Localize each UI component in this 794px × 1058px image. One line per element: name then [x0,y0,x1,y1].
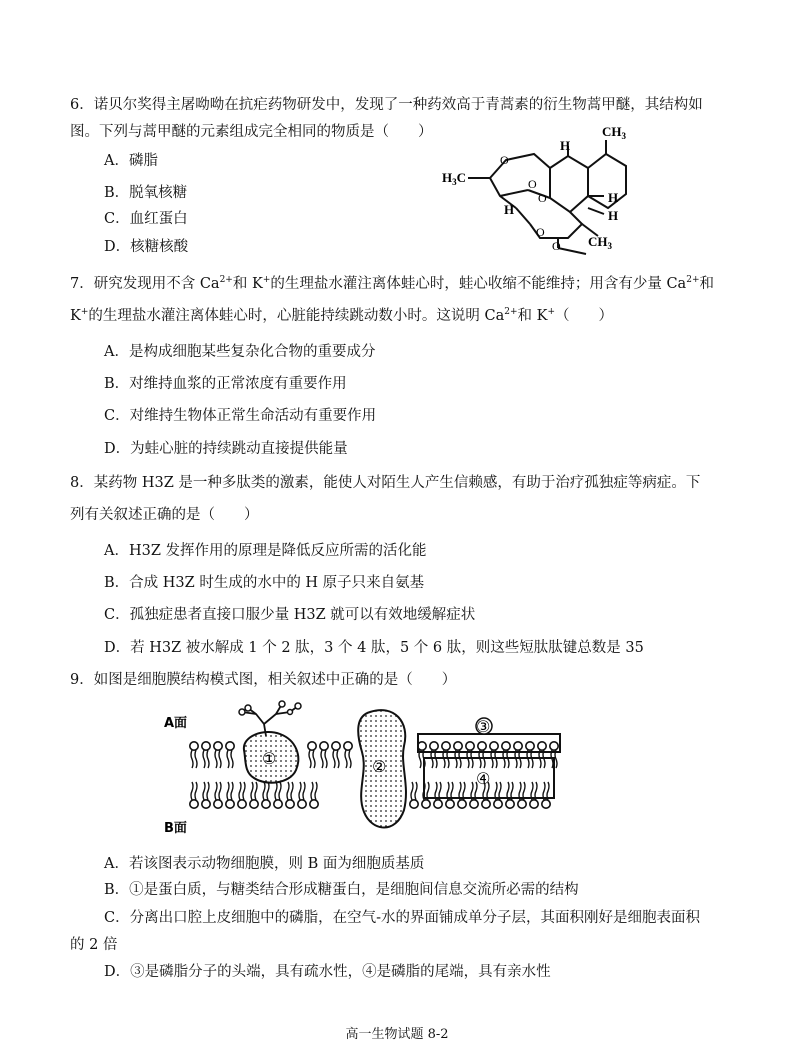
label-2: ② [372,757,387,776]
o-label-5: O [552,239,561,253]
q8-option-d: D．若 H3Z 被水解成 1 个 2 肽，3 个 4 肽，5 个 6 肽，则这些短肽肽键总数是 35 [104,640,644,656]
o-label-3: O [538,191,547,205]
q7-option-a: A．是构成细胞某些复杂化合物的重要成分 [104,344,376,360]
label-1: ① [262,749,277,768]
face-b-label: B面 [164,821,187,836]
h-label-left: H [504,202,515,217]
q7-stem-line2: K+的生理盐水灌注离体蛙心时，心脏能持续跳动数小时。这说明 $Ca^{2+}$和 K+（ ） [70,307,614,324]
q6-option-a: A．磷脂 [104,153,158,169]
q9-stem-line1: 9．如图是细胞膜结构模式图，相关叙述中正确的是（ ） [70,672,457,688]
page-footer: 高一生物试题 8-2 [345,1027,449,1042]
q7-option-b: B．对维持血浆的正常浓度有重要作用 [104,376,347,392]
o-label-1: O [500,153,509,167]
h-label-right1: H [608,190,619,205]
artemether-structure-diagram [438,120,648,260]
o-label-2: O [528,177,537,191]
ch3-bottom-label: $CH_3$ [588,234,612,251]
q9-option-d: D．③是磷脂分子的头端，具有疏水性，④是磷脂的尾端，具有亲水性 [104,964,551,980]
q7-stem-line1: 7．研究发现用不含 $Ca^{2+}$和 K+的生理盐水灌注离体蛙心时，蛙心收缩不能维持；用含有少量 $Ca^{2+}$和 [70,275,714,292]
q6-option-d: D．核糖核酸 [104,239,189,255]
q6-option-b: B．脱氧核糖 [104,185,188,201]
q9-option-c: C．分离出口腔上皮细胞中的磷脂，在空气-水的界面铺成单分子层，其面积刚好是细胞表面积 [104,910,700,926]
q8-option-c: C．孤独症患者直接口服少量 H3Z 就可以有效地缓解症状 [104,607,476,623]
cell-membrane-diagram [164,694,562,836]
q8-option-b: B．合成 H3Z 时生成的水中的 H 原子只来自氨基 [104,575,425,591]
q6-option-c: C．血红蛋白 [104,211,188,227]
q7-option-d: D．为蛙心脏的持续跳动直接提供能量 [104,441,348,457]
h3c-label: $H_3C$ [442,170,467,187]
h-label-right2: H [608,208,619,223]
label-4: ④ [476,769,491,788]
o-label-4: O [536,225,545,239]
q8-stem-line1: 8．某药物 H3Z 是一种多肽类的激素，能使人对陌生人产生信赖感，有助于治疗孤独症等病症。下 [70,475,701,491]
q8-option-a: A．H3Z 发挥作用的原理是降低反应所需的活化能 [104,543,427,559]
h-label-top: H [560,138,571,153]
q9-option-b: B．①是蛋白质，与糖类结合形成糖蛋白，是细胞间信息交流所必需的结构 [104,882,579,898]
ch3-top-label: $CH_3$ [602,124,626,141]
q7-option-c: C．对维持生物体正常生命活动有重要作用 [104,408,377,424]
label-3: ③ [476,717,491,736]
q6-stem-line1: 6．诺贝尔奖得主屠呦呦在抗疟药物研发中，发现了一种药效高于青蒿素的衍生物蒿甲醚，其结构如 [70,97,703,113]
q9-option-a: A．若该图表示动物细胞膜，则 B 面为细胞质基质 [104,856,425,872]
q9-option-c-continued: 的 2 倍 [70,937,118,953]
q6-stem-top: 图。下列与蒿甲醚的元素组成完全相同的物质是（ ） [70,124,433,140]
face-a-label: A面 [164,716,188,731]
q8-stem-line2: 列有关叙述正确的是（ ） [70,507,259,523]
